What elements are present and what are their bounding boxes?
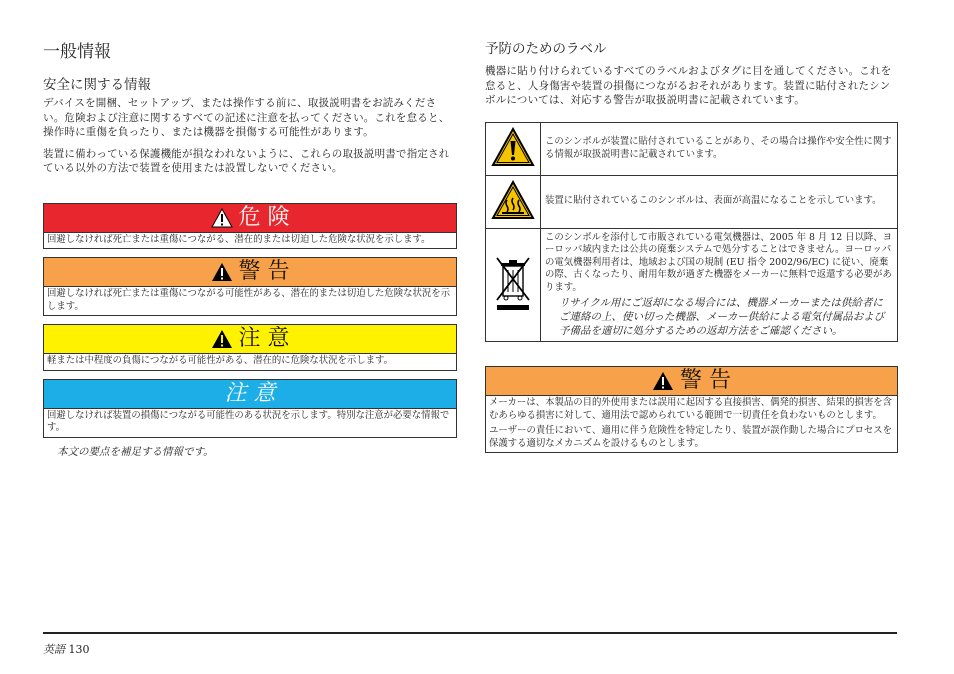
safety-para-1: デバイスを開梱、セットアップ、または操作する前に、取扱説明書をお読みください。危険および注意に関するすべての記述に注意を払ってください。これを怠ると、操作時に重傷を負ったり、または機器を損傷する可能性があります。	[43, 97, 450, 138]
liability-warning-label: 警 告	[680, 368, 731, 393]
symbol-cell	[486, 122, 541, 175]
liability-warning-header	[486, 367, 897, 395]
left-column	[43, 40, 457, 459]
right-column	[485, 40, 897, 453]
warning-box	[43, 257, 457, 316]
precaution-labels-para: 機器に貼り付けられているすべてのラベルおよびタグに目を通してください。これを 怠ると、人身傷害や装置の損傷につながるおそれがあります。装置に貼付されたシンボルについては、対応する警告が取扱説明書に記載されています。	[485, 65, 892, 106]
liability-text-1: メーカーは、本製品の目的外使用または誤用に起因する直接損害、偶発的損害、結果的損害を含むあらゆる損害に対して、適用法で認められている範囲で一切責任を負わないものとします。	[489, 397, 892, 421]
footer-language: 英語	[43, 643, 65, 656]
symbol-table	[485, 122, 898, 343]
notice-label: 注 意	[224, 380, 276, 406]
precaution-labels-title: 予防のためのラベル	[485, 41, 607, 57]
table-row	[486, 175, 898, 228]
symbol-text: このシンボルが装置に貼付されていることがあり、その場合は操作や安全性に関する情報が取扱説明書に記載されています。	[541, 122, 898, 175]
weee-bin-icon	[491, 252, 535, 314]
notice-header	[44, 380, 456, 408]
warning-triangle-icon	[211, 329, 233, 349]
caution-box	[43, 324, 457, 371]
warning-triangle-icon	[211, 208, 233, 228]
footer-page-number: 130	[68, 643, 90, 656]
liability-warning-box	[485, 366, 898, 453]
warning-text: 回避しなければ死亡または重傷につながる可能性がある、潜在的または切迫した危険な状況を示します。	[44, 286, 456, 315]
general-warning-icon	[491, 127, 535, 167]
table-row	[486, 122, 898, 175]
weee-text: このシンボルを添付して市販されている電気機器は、2005 年 8 月 12 日以降、ヨーロッパ域内または公共の廃棄システムで処分することはできません。ヨーロッパの電気機器利用者は、地域および国の規制 (EU 指令 2002/96/EC) に従い、廃棄の際、古くなったり、耐用年数が過ぎた機器をメーカーに無料で返還する必要があります。	[545, 231, 893, 293]
notice-text: 回避しなければ装置の損傷につながる可能性のある状況を示します。特別な注意が必要な情報です。	[44, 408, 456, 437]
safety-info-title: 安全に関する情報	[43, 77, 151, 93]
liability-text-2: ユーザーの責任において、適用に伴う危険性を特定したり、装置が誤作動した場合にプロセスを保護する適切なメカニズムを設けるものとします。	[489, 425, 892, 449]
caution-header	[44, 325, 456, 353]
danger-box	[43, 203, 457, 250]
warning-triangle-icon	[652, 371, 674, 391]
danger-header	[44, 204, 456, 232]
danger-label: 危 険	[238, 204, 290, 230]
warning-label: 警 告	[238, 259, 290, 284]
footer-rule	[43, 632, 897, 634]
danger-text: 回避しなければ死亡または重傷につながる、潜在的または切迫した危険な状況を示します。	[44, 232, 456, 249]
safety-para-2: 装置に備わっている保護機能が損なわれないように、これらの取扱説明書で指定されている以外の方法で装置を使用または設置しないでください。	[43, 147, 450, 174]
table-row	[486, 228, 898, 342]
weee-note: リサイクル用にご返却になる場合には、機器メーカーまたは供給者にご連絡の上、使い切った機器、メーカー供給による電気付属品および予備品を適切に処分するための返却方法をご確認ください。	[559, 297, 885, 337]
warning-header	[44, 258, 456, 286]
section-title: 一般情報	[43, 42, 111, 62]
symbol-text	[541, 228, 898, 342]
notice-box	[43, 379, 457, 438]
caution-label: 注 意	[238, 326, 290, 351]
caution-text: 軽または中程度の負傷につながる可能性がある、潜在的に危険な状況を示します。	[44, 353, 456, 370]
symbol-cell	[486, 228, 541, 342]
note-text: 本文の要点を補足する情報です。	[57, 445, 214, 458]
symbol-text: 装置に貼付されているこのシンボルは、表面が高温になることを示しています。	[541, 175, 898, 228]
hot-surface-icon	[491, 180, 535, 220]
page-footer	[43, 641, 90, 657]
warning-triangle-icon	[211, 262, 233, 282]
liability-warning-text	[486, 395, 897, 452]
symbol-cell	[486, 175, 541, 228]
